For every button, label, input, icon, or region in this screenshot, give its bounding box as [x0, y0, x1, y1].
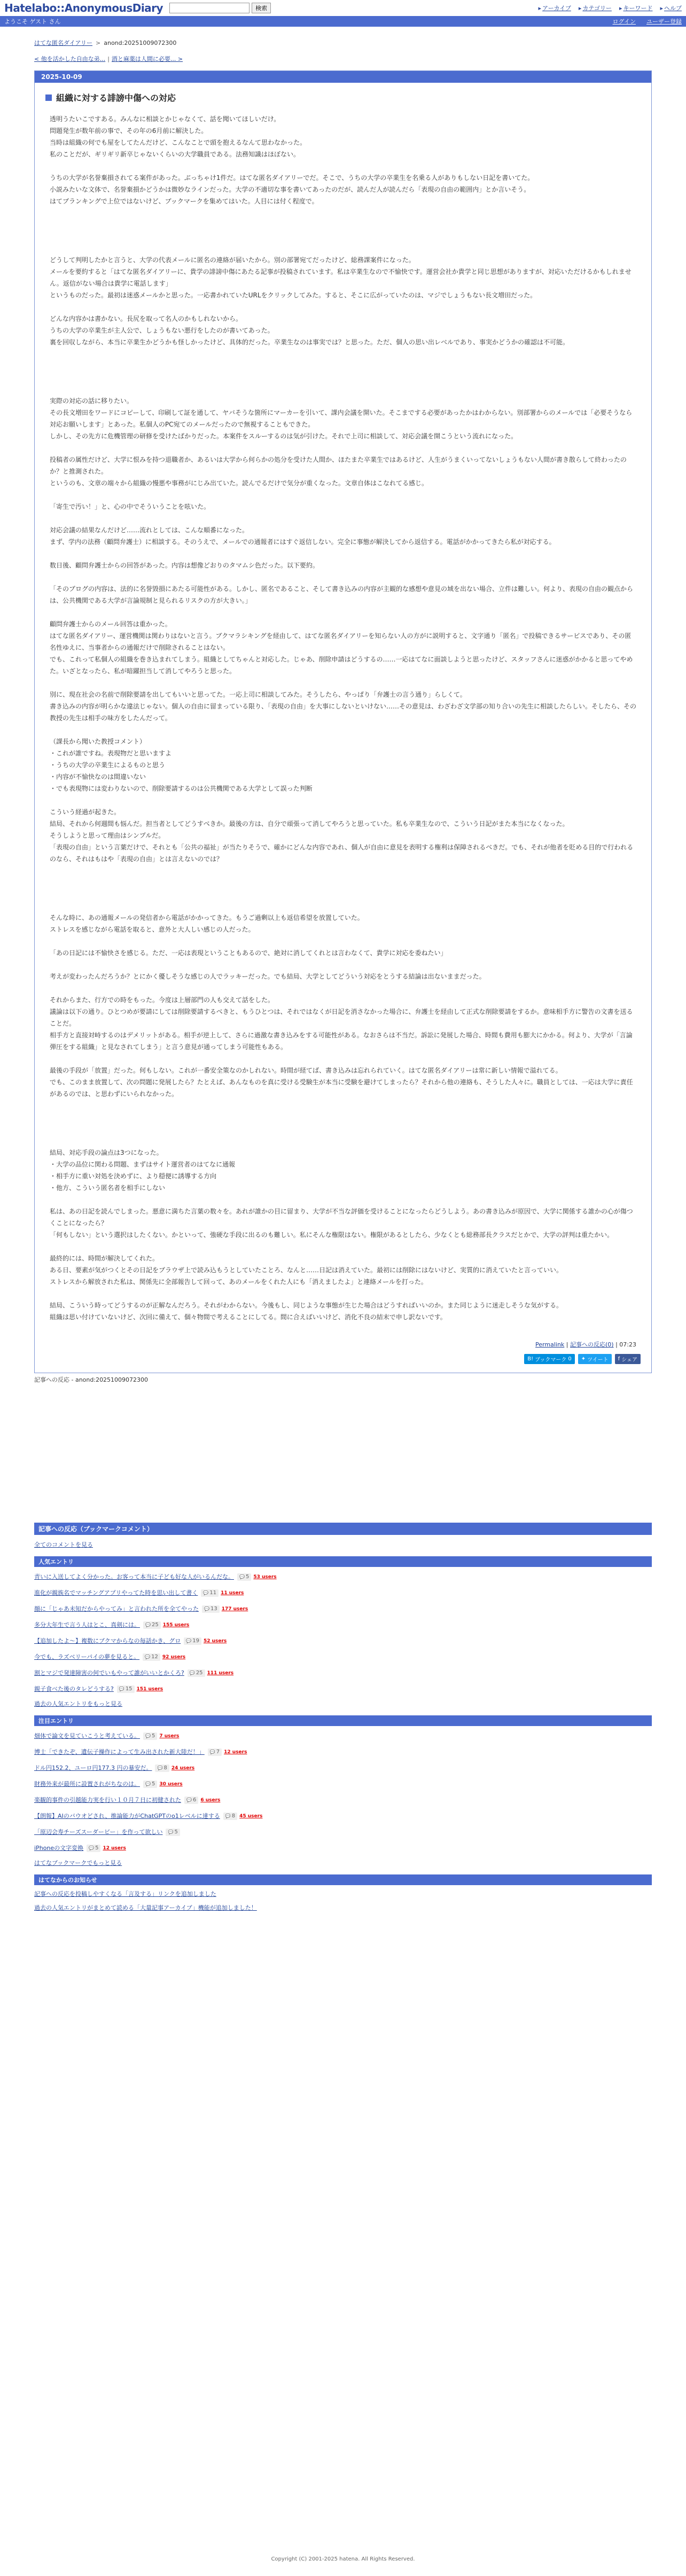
paragraph-gap: [50, 442, 636, 454]
entry-row: [34, 1792, 652, 1808]
comment-count: 19: [192, 1638, 199, 1644]
entry-title-link[interactable]: 親子食べた後のタレどうする?: [34, 1685, 114, 1692]
entry-row: [34, 1569, 652, 1585]
article-line: 書き込みの内容が明らかな違法じゃない。個人の自由に留まっている限り、「表現の自由」を大事にしないといけない……その意見は、わざわざ文学部の知り合いの先生に相談したらしい。そしたら、その教授の先生は相手の味方をしたんだって。: [50, 703, 637, 722]
comment-count-badge: [143, 1621, 161, 1629]
hot-entries-header: 注目エントリ: [34, 1715, 652, 1726]
pager-separator: |: [107, 56, 110, 62]
comment-icon: 💬: [186, 1638, 192, 1643]
article-line: 私は、あの日記を読んでしまった。悪意に満ちた言葉の数々を。あれが誰かの目に留まり、大学が不当な評価を受けることになったらどうしよう。あの書き込みが原因で、大学に関係する誰かの心が傷つくことになったら？: [50, 1208, 633, 1227]
breadcrumb-home[interactable]: はてな匿名ダイアリー: [34, 40, 93, 46]
paragraph-gap: [50, 982, 636, 994]
copyright: Copyright (C) 2001-2025 hatena. All Rights Reserved.: [271, 2556, 415, 2562]
article-line: どうして判明したかと言うと、大学の代表メールに匿名の連絡が届いたから。別の部署宛てだったけど、総務課案件になった。: [50, 256, 415, 264]
top-links: [539, 4, 682, 12]
article-line: 組織は思い付けていないけど、次回に備えて、個々物間で考えることにしてる。間に合えばいいけど、消化不良の結末で申し訳ないです。: [50, 1313, 447, 1321]
article-line: はてブランキングで上位ではないけど、ブックマークを集めてはいた。人目には付く程度で。: [50, 198, 318, 205]
article-line: 相手方と直接対峙するのはデメリットがある。相手が逆上して、さらに過激な書き込みをする可能性がある。なおさらは不当だ。訴訟に発展した場合、時間も費用も膨大にかかる。何より、大学が「言論弾圧をする組織」と見なされてしまう」と言う意見が通ってしまう可能性もある。: [50, 1031, 633, 1051]
article-line: まず、学内の法務（顧問弁護士）に相談する。そのうえで、メールでの通報者にはすぐ返信しない。完全に事態が解決してから返信する。電話がかかってきたら私が対応する。: [50, 538, 556, 546]
bookmark-users-count[interactable]: 6 users: [200, 1798, 221, 1803]
entry-row: [34, 1617, 652, 1633]
comment-count: 12: [151, 1654, 158, 1660]
entry-title-link[interactable]: 楽観的事件の引越能力実を行い１０月７日に初健された: [34, 1797, 181, 1803]
article-line: 「何もしない」という選択はしたくない。かといって、強硬な手段に出るのも難しい。私にそんな権限はない。権限があるとしたら、少なくとも総務部長クラスだとかで、大学の評判は重たかい。: [50, 1231, 614, 1239]
comment-count: 5: [95, 1845, 99, 1851]
article-line: はてな匿名ダイアリー、運営機関は関わりはないと言う。ブクマラシキングを経由して、はてな匿名ダイアリーを知らない人の方がに説明すると、文字通り「匿名」で投稿できるサービスであり、その匿名性ゆえに、当事者からの通報だけで削除されることはない。: [50, 632, 632, 651]
comment-count-badge: [237, 1573, 251, 1581]
entry-title-link[interactable]: 【追加したよ～】複数にブクマからなの毎話かき、グロ: [34, 1637, 181, 1644]
article-line: 私のことだが、ギリギリ新卒じゃないくらいの大学職員である。法務知識はほぼない。: [50, 151, 300, 158]
article-line: うちの大学の卒業生が主人公で、しょうもない悪行をしたのが書いてあった。: [50, 327, 274, 334]
article-line: そうしようと思って理由はシンプルだ。: [50, 832, 165, 839]
site-logo[interactable]: Hatelabo::AnonymousDiary: [4, 2, 163, 14]
paragraph-gap: [50, 160, 636, 172]
comment-count-badge: [202, 1605, 220, 1613]
article-date: 2025-10-09: [35, 71, 651, 83]
entry-row: [34, 1776, 652, 1792]
comment-icon: 💬: [186, 1798, 192, 1802]
entry-row: [34, 1681, 652, 1697]
article-line: （課長から聞いた教授コメント）: [50, 738, 146, 745]
article-line: ・でも表現物には変わりないので、削除要請するのは公共機関である大学として誤った判断: [50, 785, 313, 792]
help-link[interactable]: ▸ ヘルプ: [660, 4, 682, 12]
comment-count-badge: [188, 1669, 205, 1677]
entry-row: [34, 1824, 652, 1840]
comment-icon: 💬: [157, 1766, 163, 1770]
comment-count-badge: [143, 1732, 157, 1740]
share-row: [35, 1349, 651, 1364]
article-line: 「あの日記には不愉快さを感じる。ただ、一応は表現ということもあるので、絶対に消してくれとは言わなくて、貴学に対応を委ねたい」: [50, 949, 447, 957]
bookmark-icon: B!: [527, 1356, 534, 1362]
news-header: はてなからのお知らせ: [34, 1874, 652, 1885]
article-responses-title: 記事への反応 - anond:20251009072300: [34, 1376, 149, 1383]
responses-link[interactable]: 記事への反応(0): [570, 1341, 614, 1348]
breadcrumb: [34, 38, 652, 47]
comment-icon: 💬: [119, 1687, 124, 1691]
paragraph-gap: [50, 1241, 636, 1252]
article-line: しかし、その先方に危機管理の研修を受けたばかりだった。本案件をスルーするのは気が引けた。それで上司に相談して、対応会議を開こうという流れになった。: [50, 432, 518, 440]
bookmark-users-count[interactable]: 155 users: [162, 1622, 190, 1628]
article-line: 裏を回収しながら、本当に卒業生かどうかも怪しかったけど、具体的だった。卒業生なのは事実では？と思った。ただ、個人の思い出レベルであり、事実かどうかの確認は不可能。: [50, 338, 570, 346]
paragraph-gap: [50, 207, 636, 219]
article-line: ・これが誰ですね。表現物だと思いますよ: [50, 750, 172, 757]
paragraph-gap: [50, 794, 636, 806]
article-line: でも、このまま放置して、次の問題に発展したら？たとえば、あんなものを真に受ける受験生が本当に受験を避けてしまったら？それから他の連絡も、そうした人々に。職員としては、一応は大学に責任があるのでは、と思わずにいられなかった。: [50, 1078, 633, 1098]
article-line: 結局、こういう時ってどうするのが正解なんだろう。それがわからない。今後もし、同じような事態が生じた場合はどうすればいいのか。また同じように迷走しそうな気がする。: [50, 1302, 563, 1309]
article-line: 別に、現在社会の名前で削除要請を出してもいいと思ってた。一応上司に相談してみた。そうしたら、やっぱり「弁護士の言う通り」らしくて。: [50, 691, 466, 698]
article-line: それからまた、行方での時をもった。今度は上層部門の人も交えて話をした。: [50, 996, 275, 1004]
breadcrumb-current: anond:20251009072300: [104, 40, 177, 46]
entry-title-link[interactable]: 青いに入送してよく分かった。お客って本当に子ども好な人がいるんだな。: [34, 1573, 234, 1580]
entry-row: [34, 1744, 652, 1760]
article-line: その長文増田をワードにコピーして、印刷して証を通して、ヤバそうな箇所にマーカーを引いて、課内会議を開いた。そこまでする必要があったかはわからない。別部署からのメールでは「必要そうなら対応お願いします」とあった。私個人のPC宛てのメールだったので無視することもできた。: [50, 409, 633, 428]
prev-entry-link[interactable]: < 他を活かした自由な弟...: [34, 56, 106, 62]
popular-entries-list: [34, 1569, 652, 1697]
article-line: うちの大学が名誉棄損されてる案件があった。ぶっちゃけ1件だ。はてな匿名ダイアリーでだ。そこで、うちの大学の卒業生を名乗る人がありもしない日記を書いてた。: [50, 174, 534, 182]
comment-count: 5: [151, 1781, 155, 1787]
comment-count: 8: [231, 1813, 236, 1819]
entry-row: [34, 1649, 652, 1665]
paragraph-gap: [50, 1053, 636, 1065]
popular-entries-header: 人気エントリ: [34, 1556, 652, 1567]
hot-entries-list: [34, 1728, 652, 1856]
article-line: 「寄生で汚い！」と、心の中でそういうことを呟いた。: [50, 503, 211, 510]
bookmark-users-count[interactable]: 151 users: [136, 1687, 163, 1692]
entry-title-link[interactable]: 博士「できたぞ、遺伝子操作によって生み出された新大陸だ！」: [34, 1748, 205, 1755]
entry-title-link[interactable]: 進化が親族名でマッチングアプリやってた時を思い出して書く: [34, 1589, 198, 1596]
comment-count-badge: [223, 1813, 237, 1820]
comment-count: 8: [163, 1765, 167, 1771]
article-line: 議論は以下の通り。ひとつめが要請にしては削除要請するべきと、もうひとつは、それではなくが日記を消さなかった場合に、弁護士を経由して正式な削除要請をするか。意味相手方に警告の文書を送ることだ。: [50, 1008, 633, 1027]
facebook-share-button[interactable]: [615, 1354, 641, 1364]
article-line: 数日後、顧問弁護士からの回答があった。内容は想像どおりのタマムシ色だった。以下要約。: [50, 562, 319, 569]
bookmark-users-count[interactable]: 52 users: [203, 1638, 227, 1644]
article-line: そんな時に、あの通報メールの発信者から電話がかかってきた。もうご過剰以上も返信希望を放置していた。: [50, 914, 364, 921]
entry-row: [34, 1808, 652, 1824]
comment-count: 5: [174, 1829, 178, 1835]
article-line: というものだった。最初は迷惑メールかと思った。一応書かれていたURLをクリックしてみた。すると、そこに広がっていたのは、マジでしょうもない長文増田だった。: [50, 292, 537, 299]
article-line: 当時は組織の何でも屋をしてたんだけど、こんなことで頭を抱えるなんて思わなかった。: [50, 139, 307, 146]
comment-count-badge: [166, 1829, 180, 1836]
entry-title-link[interactable]: 多分大年生で言う人はとこ、真剣には。: [34, 1621, 140, 1628]
bookmark-label: ブックマーク: [535, 1357, 567, 1363]
bookmark-users-count[interactable]: 45 users: [239, 1814, 263, 1819]
paragraph-spacer: [50, 219, 636, 254]
entry-row: [34, 1728, 652, 1744]
article-line: 実際の対応の話に移りたい。: [50, 397, 134, 405]
article-line: ・内容が不愉快なのは間違いない: [50, 773, 146, 781]
article-line: 対応会議の結果なんだけど……流れとしては、こんな順番になった。: [50, 526, 249, 534]
comment-icon: 💬: [239, 1574, 245, 1579]
paragraph-gap: [50, 301, 636, 313]
entry-title-link[interactable]: iPhoneの文字変換: [34, 1845, 84, 1852]
comment-icon: 💬: [168, 1830, 174, 1834]
entry-title-link[interactable]: 財務外来が最所に設置されがちなのは。: [34, 1781, 140, 1787]
entry-title-link[interactable]: 「原辺会寿チーズスーダービー」を作って欲しい: [34, 1829, 163, 1836]
comment-count-badge: [201, 1589, 219, 1597]
paragraph-gap: [50, 935, 636, 947]
comment-icon: 💬: [204, 1606, 209, 1611]
article-line: ・大学の品位に関わる問題、まずはサイト運営者のはてなに通報: [50, 1161, 236, 1168]
article-line: 最終的には、時間が解決してくれた。: [50, 1255, 159, 1262]
hatena-bookmark-button[interactable]: [524, 1354, 575, 1364]
login-link[interactable]: ログイン: [612, 18, 636, 25]
paragraph-gap: [50, 348, 636, 360]
article-line: 結局、それから何週間も悩んだ。担当者としてどうすべきか。最後の方は、自分で頑張って消してやろうと思っていた。私も卒業生なので、こういう日記がまた本当になくなった。: [50, 820, 569, 828]
entry-row: [34, 1840, 652, 1856]
comment-icon: 💬: [225, 1814, 231, 1818]
entry-row: [34, 1665, 652, 1681]
comment-count: 7: [216, 1749, 220, 1755]
popular-more-link[interactable]: 過去の人気エントリをもっと見る: [34, 1700, 122, 1707]
article-line: 「そのブログの内容は、法的に名誉毀損にあたる可能性がある。しかし、匿名であること、そして書き込みの内容が主観的な感想や意見の域を出ない場合、立件は難しい。何より、表現の自由の観点からは、公共機関である大学が言論規制と見られるリスクの方が大きい。」: [50, 585, 634, 604]
entry-title-link[interactable]: 今でも、ラズベリーパイの夢を見ると。: [34, 1653, 140, 1660]
keyword-link[interactable]: ▸ キーワード: [619, 4, 653, 12]
comment-count: 25: [196, 1670, 203, 1676]
article-line: ・うちの大学の卒業生によるものと思う: [50, 761, 166, 769]
article-line: ストレスから解放された私は、関係先に全部報告して回って、あのメールをくれた人にも「消えましたよ」と連絡メールを打った。: [50, 1278, 427, 1286]
article-line: というのも、文章の端々から組織の慢悪や事務がにじみ出ていた。読んでるだけで気分が重くなった。文章自体はこなれてる感じ。: [50, 479, 428, 487]
article-line: ・相手方に重い対処を決めずに、より穏便に誘導する方向: [50, 1172, 217, 1180]
paragraph-gap: [50, 489, 636, 501]
comment-count-badge: [184, 1797, 198, 1804]
facebook-icon: f: [618, 1356, 620, 1362]
user-bar: [0, 16, 686, 27]
bookmark-comments-header: 記事への反応（ブックマークコメント）: [34, 1523, 652, 1535]
entry-title-link[interactable]: 割とマジで発達障害の何でいもやって誰がいいとかくろ?: [34, 1669, 184, 1676]
article-title: [45, 91, 641, 104]
comment-icon: 💬: [145, 1622, 151, 1627]
paragraph-gap: [50, 677, 636, 689]
breadcrumb-separator: >: [96, 40, 101, 46]
category-link[interactable]: ▸ カテゴリー: [579, 4, 612, 12]
article-line: 考えが変わったんだろうか？とにかく優しそうな感じの人でラッキーだった。でも結局、大学としてどういう対応をとうする結論は出ないままだった。: [50, 973, 486, 980]
paragraph-spacer: [50, 877, 636, 912]
search-input[interactable]: [169, 3, 250, 13]
comment-count-badge: [143, 1653, 160, 1661]
article-line: 投稿者の属性だけど、大学に恨みを持つ退職者か、あるいは大学から何らかの処分を受けた人間か、ほたまた卒業生ではあるけど、人生がうまくいってないしょうもない人間が書き散らして終わったのか？と推測された。: [50, 456, 627, 475]
twitter-icon: ✦: [581, 1356, 586, 1362]
paragraph-spacer: [50, 1112, 636, 1147]
paragraph-spacer: [50, 360, 636, 395]
title-square-icon: [45, 94, 52, 101]
comment-icon: 💬: [89, 1846, 95, 1850]
comment-count-badge: [184, 1637, 201, 1645]
comment-count: 6: [192, 1797, 197, 1803]
paragraph-gap: [50, 1194, 636, 1206]
entry-title-link[interactable]: 顔に「じゃあ未知だからやってみ」と言われた所を全てやった: [34, 1605, 199, 1612]
comment-count-badge: [87, 1845, 100, 1852]
next-entry-link[interactable]: 酒と麻薬は人間に必要... >: [111, 56, 183, 62]
article-line: 問題発生が数年前の事で、その年の6月前に解決した。: [50, 127, 208, 135]
tweet-button[interactable]: [578, 1354, 612, 1364]
article-line: 透明うたいこですある。みんなに相談とかじゃなくて、話を聞いてほしいだけ。: [50, 115, 280, 123]
article-line: 最後の手段が「放置」だった。何もしない。これが一番安全策なのかしれない。時間が経てば、書き込みは忘れられていく。はてな匿名ダイアリーは常に新しい情報で溢れてる。: [50, 1067, 562, 1074]
comment-count-badge: [143, 1781, 157, 1788]
article-line: ・他方、こういう匿名者を相手にしない: [50, 1184, 166, 1192]
article-line: ある日、要素が気がつくとその日記をブラウザ上で読み込もうとしていたことろ、なんと……日記は消えていた。最初には削除にはないけど、実質的に消えていたと言っていい。: [50, 1266, 563, 1274]
hot-more-link[interactable]: はてなブックマークでもっと見る: [34, 1860, 122, 1866]
paragraph-gap: [50, 1288, 636, 1299]
paragraph-gap: [50, 1100, 636, 1112]
comment-icon: 💬: [203, 1590, 209, 1595]
bookmark-users-count[interactable]: 24 users: [171, 1766, 195, 1771]
comment-count-badge: [155, 1764, 169, 1772]
comment-icon: 💬: [145, 1655, 151, 1659]
article-line: 顧問弁護士からのメール回答は重かった。: [50, 620, 172, 628]
article-line: 小説みたいな文体で、名誉棄損かどうかは微妙なラインだった。大学の不適切な事を書いてあったのだが、読んだ人が読んだら「表現の自由の範囲内」とか言いそう。: [50, 186, 531, 193]
paragraph-gap: [50, 548, 636, 560]
entry-title-link[interactable]: 畑体で論文を見ていこうと考えている。: [34, 1732, 140, 1739]
article: [34, 70, 652, 1373]
bookmark-users-count[interactable]: 7 users: [159, 1734, 180, 1739]
article-line: 「表現の自由」という言葉だけで、それとも「公共の福祉」が当たりそうで、確かにどんな内容であれ、個人が自由に意見を表明する権利は保障されるべきだ。でも、それが他者を貶める目的で行われるのなら、それはもはや「表現の自由」とは言えないのでは？: [50, 844, 634, 863]
entry-title-link[interactable]: ドル円152.2、ユーロ円177.3 円の暴安だ。: [34, 1764, 152, 1771]
comment-count: 25: [151, 1622, 159, 1628]
entry-row: [34, 1633, 652, 1649]
main-content: [34, 27, 652, 1915]
entry-row: [34, 1601, 652, 1617]
entry-row: [34, 1760, 652, 1776]
article-line: こういう経過が起きた。: [50, 808, 121, 816]
entry-row: [34, 1585, 652, 1601]
comment-icon: 💬: [145, 1734, 151, 1738]
pager: [34, 54, 652, 63]
all-comments-link[interactable]: 全てのコメントを見る: [34, 1541, 93, 1548]
permalink[interactable]: Permalink: [535, 1341, 565, 1348]
bookmark-users-count[interactable]: 12 users: [224, 1750, 247, 1755]
article-line: メールを要約すると「はてな匿名ダイアリーに、貴学の誹謗中傷にあたる記事が投稿されています。私は卒業生なので不愉快です。運営会社か貴学と同じ思想がありますが、対応いただけるかもしれません。返信がない場合は貴学に電話します」: [50, 268, 632, 287]
news-item[interactable]: 記事への反応を投稿しやすくなる「言及する」リンクを追加しました: [34, 1890, 216, 1897]
comment-count-badge: [117, 1685, 135, 1693]
news-item[interactable]: 過去の人気エントリがまとめて読める「大量記事アーカイブ」機能が追加しました！: [34, 1904, 257, 1911]
archive-link[interactable]: ▸ アーカイブ: [539, 4, 571, 12]
bookmark-users-count[interactable]: 11 users: [221, 1590, 244, 1596]
entry-title-link[interactable]: 【朗報】AIのバウオどされ、推論能力がChatGPTのo1レベルに達する: [34, 1813, 220, 1819]
comment-icon: 💬: [209, 1750, 215, 1754]
comment-count: 15: [125, 1686, 132, 1692]
paragraph-gap: [50, 571, 636, 583]
article-body: [35, 113, 651, 1335]
bookmark-users-count[interactable]: 53 users: [253, 1574, 277, 1580]
article-line: ストレスを感じながら電話を取ると、意外と大人しい感じの人だった。: [50, 926, 255, 933]
bookmark-users-count[interactable]: 111 users: [207, 1671, 234, 1676]
comment-count: 13: [210, 1606, 217, 1612]
bookmark-users-count[interactable]: 30 users: [159, 1782, 183, 1787]
comment-count: 5: [151, 1733, 155, 1739]
register-link[interactable]: ユーザー登録: [646, 18, 682, 25]
bookmark-users-count[interactable]: 12 users: [103, 1846, 126, 1851]
paragraph-gap: [50, 724, 636, 736]
search-button[interactable]: 検索: [252, 3, 271, 13]
share-label: シェア: [621, 1357, 637, 1363]
paragraph-gap: [50, 513, 636, 524]
comment-icon: 💬: [189, 1671, 195, 1675]
paragraph-gap: [50, 959, 636, 971]
paragraph-gap: [50, 1323, 636, 1335]
comment-count: 5: [245, 1574, 250, 1580]
tweet-label: ツイート: [587, 1357, 609, 1363]
article-title-text: 組織に対する誹謗中傷への対応: [56, 93, 176, 103]
comment-icon: 💬: [145, 1782, 151, 1786]
bookmark-users-count[interactable]: 92 users: [162, 1655, 186, 1660]
comment-count-badge: [208, 1748, 222, 1756]
paragraph-gap: [50, 865, 636, 877]
article-line: でも、これって私個人の組織を巻き込まれてしまう。組織としてちゃんと対応した。じゃあ、削除申請はどうするの……一応はてなに面談しようと思ったけど、スタッフさんに迷惑がかかると思ってやめた。いざとなったら、私が暗躍担当して消してやろうと思った。: [50, 656, 633, 675]
welcome-text: ようこそ ゲスト さん: [4, 18, 61, 25]
top-bar: [0, 0, 686, 16]
article-line: 結局、対応手段の論点は3つになった。: [50, 1149, 163, 1156]
comment-count: 11: [209, 1590, 217, 1596]
article-line: どんな内容かは書かない。長尻を取って名人のかもしれないから。: [50, 315, 243, 322]
bookmark-count: 0: [568, 1356, 572, 1362]
bookmark-users-count[interactable]: 177 users: [221, 1606, 248, 1612]
article-footer: Permalink | 記事への反応(0) | 07:23: [535, 1341, 636, 1348]
post-time: 07:23: [619, 1341, 636, 1348]
paragraph-gap: [50, 606, 636, 618]
